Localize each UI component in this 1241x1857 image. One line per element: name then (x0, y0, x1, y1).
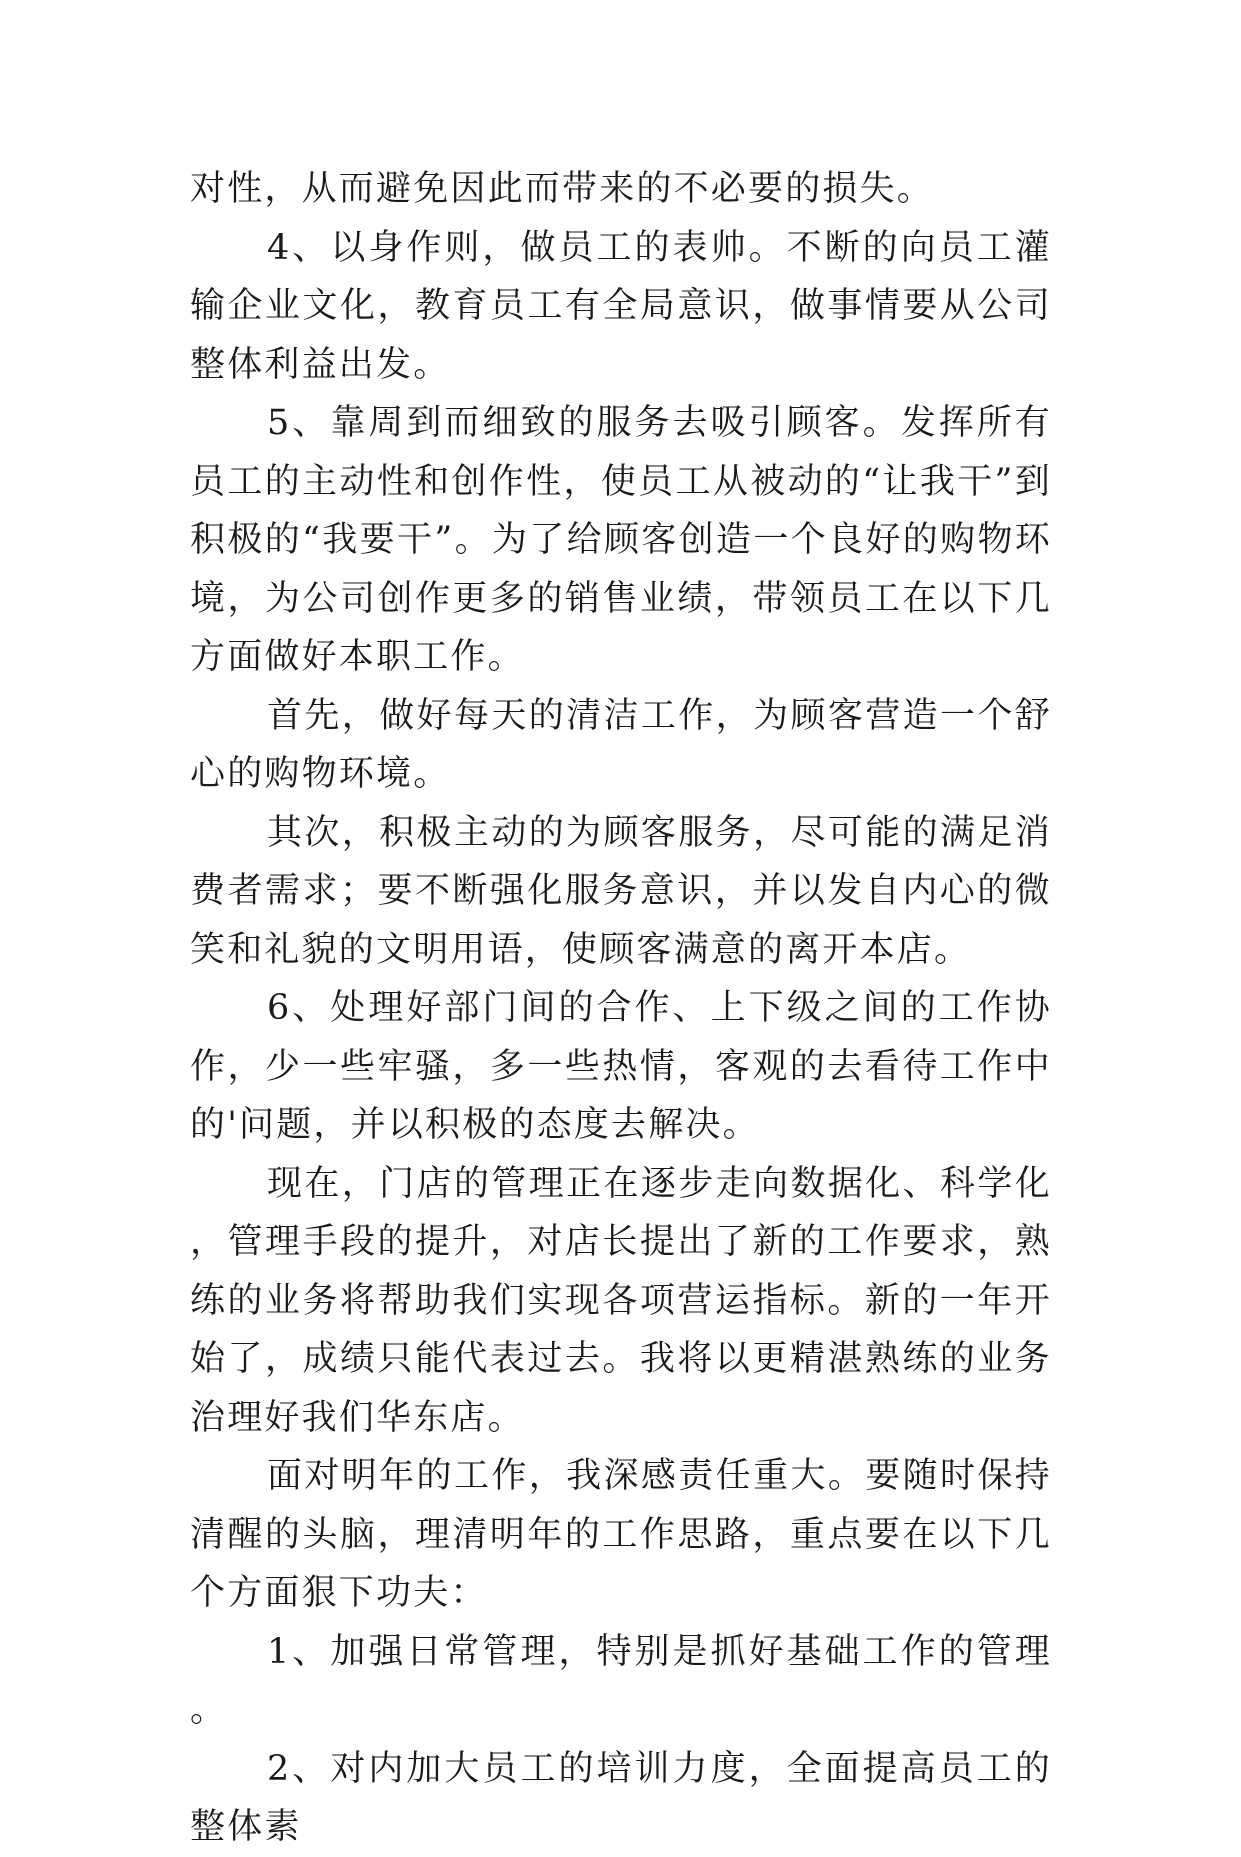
document-body (190, 160, 1052, 1857)
paragraph-first: 首先，做好每天的清洁工作，为顾客营造一个舒心的购物环境。 (190, 695, 1052, 794)
paragraph-continued-intro: 对性，从而避免因此而带来的不必要的损失。 (190, 169, 935, 209)
paragraph-plan-2: 2、对内加大员工的培训力度，全面提高员工的整体素 (190, 1748, 1052, 1847)
paragraph-second: 其次，积极主动的为顾客服务，尽可能的满足消费者需求；要不断强化服务意识，并以发自内心的微笑和礼貌的文明用语，使顾客满意的离开本店。 (190, 812, 1052, 970)
paragraph-now: 现在，门店的管理正在逐步走向数据化、科学化，管理手段的提升，对店长提出了新的工作要求，熟练的业务将帮助我们实现各项营运指标。新的一年开始了，成绩只能代表过去。我将以更精湛熟练的业务治理好我们华东店。 (190, 1163, 1052, 1438)
paragraph-item-6: 6、处理好部门间的合作、上下级之间的工作协作，少一些牢骚，多一些热情，客观的去看待工作中的'问题，并以积极的态度去解决。 (190, 988, 1052, 1145)
paragraph-next-year: 面对明年的工作，我深感责任重大。要随时保持清醒的头脑，理清明年的工作思路，重点要在以下几个方面狠下功夫： (190, 1456, 1052, 1613)
paragraph-item-4: 4、以身作则，做员工的表帅。不断的向员工灌输企业文化，教育员工有全局意识，做事情要从公司整体利益出发。 (190, 227, 1052, 385)
paragraph-plan-1: 1、加强日常管理，特别是抓好基础工作的管理。 (190, 1631, 1052, 1730)
paragraph-item-5: 5、靠周到而细致的服务去吸引顾客。发挥所有员工的主动性和创作性，使员工从被动的“让我干”到积极的“我要干”。为了给顾客创造一个良好的购物环境，为公司创作更多的销售业绩，带领员工在以下几方面做好本职工作。 (190, 403, 1052, 677)
